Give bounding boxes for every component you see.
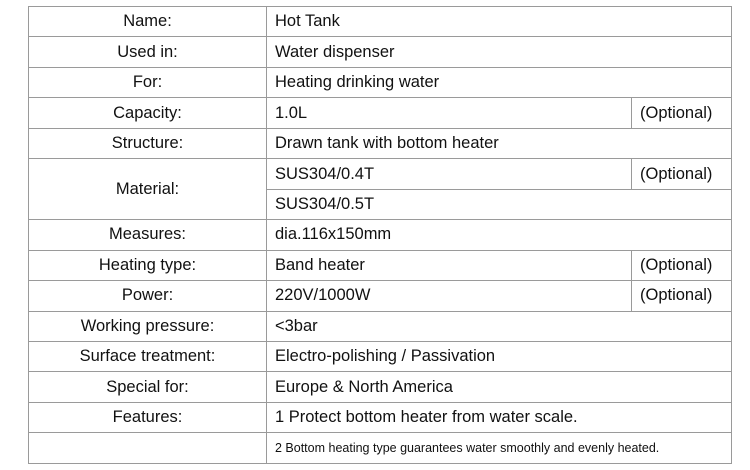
row-label: For:: [29, 67, 267, 97]
table-row: [29, 281, 732, 311]
row-optional-note: (Optional): [631, 98, 731, 128]
row-label: Structure:: [29, 128, 267, 158]
row-value: Heating drinking water: [267, 67, 732, 97]
row-value: Europe & North America: [267, 372, 732, 402]
table-row: [29, 37, 732, 67]
row-value: Hot Tank: [267, 7, 732, 37]
row-value: 2 Bottom heating type guarantees water smoothly and evenly heated.: [267, 433, 732, 464]
table-row: [29, 433, 732, 464]
row-label: Capacity:: [29, 98, 267, 128]
row-value: 220V/1000W: [267, 281, 632, 311]
table-row: [29, 98, 732, 128]
row-label: Features:: [29, 402, 267, 432]
table-row: [29, 220, 732, 250]
table-row: [29, 128, 732, 158]
row-label: Name:: [29, 7, 267, 37]
specification-table: [28, 6, 732, 464]
row-value: Electro-polishing / Passivation: [267, 341, 732, 371]
table-body: [29, 7, 732, 464]
table-row: [29, 341, 732, 371]
row-label: [29, 433, 267, 464]
row-label: Material:: [29, 159, 267, 220]
table-row: [29, 311, 732, 341]
table-row: [29, 67, 732, 97]
table-row: [29, 402, 732, 432]
row-label: Power:: [29, 281, 267, 311]
row-label: Surface treatment:: [29, 341, 267, 371]
row-optional-note: (Optional): [631, 159, 731, 189]
row-value: <3bar: [267, 311, 732, 341]
row-value: dia.116x150mm: [267, 220, 732, 250]
row-label: Special for:: [29, 372, 267, 402]
row-value: 1.0L: [267, 98, 632, 128]
row-value: 1 Protect bottom heater from water scale.: [267, 402, 732, 432]
table-row: [29, 372, 732, 402]
row-label: Measures:: [29, 220, 267, 250]
row-label: Heating type:: [29, 250, 267, 280]
row-label: Working pressure:: [29, 311, 267, 341]
row-value: Band heater: [267, 250, 632, 280]
row-value: SUS304/0.4T: [267, 159, 632, 189]
row-optional-note: (Optional): [631, 281, 731, 311]
table-row: [29, 250, 732, 280]
row-value: SUS304/0.5T: [267, 189, 732, 219]
row-value: Drawn tank with bottom heater: [267, 128, 732, 158]
table-row: [29, 7, 732, 37]
row-optional-note: (Optional): [631, 250, 731, 280]
row-value: Water dispenser: [267, 37, 732, 67]
table-row: [29, 159, 732, 189]
row-label: Used in:: [29, 37, 267, 67]
